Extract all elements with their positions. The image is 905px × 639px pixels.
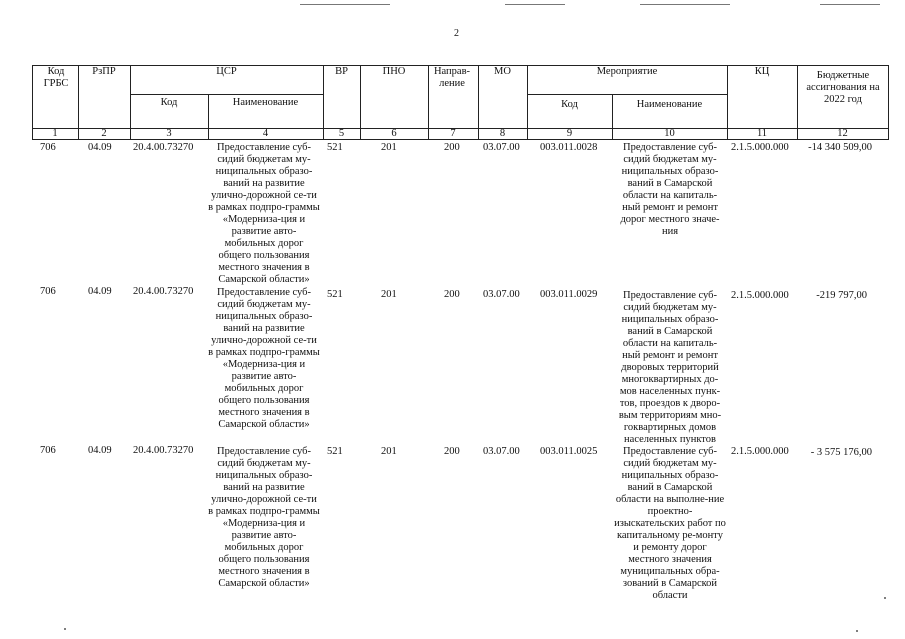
cell-rzpr: 04.09 [88, 445, 112, 456]
cell-grbs: 706 [40, 142, 56, 153]
cell-grbs: 706 [40, 445, 56, 456]
header-budget: Бюджетные ассигнования на 2022 год [806, 70, 880, 105]
cell-napr: 200 [444, 446, 460, 457]
header-kod-grbs: Код ГРБС [43, 66, 69, 89]
cell-mer-name: Предоставление суб-сидий бюджетам му-ниципальных образо-ваний в Самарской области на капиталь-ный ремонт и ремонт дворовых территорий многоквартирных до-мов населенных пунк-тов, проездов к дворо-вым территориям мно-гоквартирных домов населенных пунктов [618, 290, 722, 445]
header-napravlenie: Направ-ление [433, 66, 471, 89]
cell-csr-kod: 20.4.00.73270 [133, 445, 194, 456]
header-subline [527, 94, 727, 95]
cell-rzpr: 04.09 [88, 142, 112, 153]
header-csr: ЦСР [216, 66, 237, 77]
cell-amount: - 3 575 176,00 [810, 447, 872, 458]
top-rule [505, 4, 565, 5]
column-number: 2 [101, 128, 107, 139]
header-mer-name: Наименование [636, 99, 703, 110]
cell-mer-name: Предоставление суб-сидий бюджетам му-ниципальных образо-ваний в Самарской области на капиталь-ный ремонт и ремонт дорог местного значе-ния [620, 142, 720, 237]
cell-mo: 03.07.00 [483, 289, 520, 300]
header-subline [130, 94, 323, 95]
column-number: 4 [262, 128, 269, 139]
scan-speck [884, 597, 886, 599]
cell-pno: 201 [381, 446, 397, 457]
cell-csr-kod: 20.4.00.73270 [133, 142, 194, 153]
cell-csr-name: Предоставление суб-сидий бюджетам му-ниципальных образо-ваний на развитие улично-дорожной се-ти в рамках подпро-граммы «Модерниза-ция и развитие авто-мобильных дорог общего пользования местного значения в Самарской области» [208, 142, 320, 285]
cell-mer-kod: 003.011.0028 [540, 142, 598, 153]
column-number: 11 [756, 128, 768, 139]
header-pno: ПНО [382, 66, 406, 77]
cell-pno: 201 [381, 142, 397, 153]
header-meropriyatie: Мероприятие [596, 66, 658, 77]
cell-vr: 521 [327, 289, 343, 300]
column-number: 10 [664, 128, 675, 139]
header-mo: МО [494, 66, 511, 77]
cell-mer-kod: 003.011.0029 [540, 289, 598, 300]
cell-mo: 03.07.00 [483, 446, 520, 457]
column-number: 8 [499, 128, 506, 139]
column-number: 5 [338, 128, 345, 139]
cell-mo: 03.07.00 [483, 142, 520, 153]
cell-vr: 521 [327, 142, 343, 153]
scan-speck [64, 628, 66, 630]
column-number: 9 [566, 128, 573, 139]
cell-mer-name: Предоставление суб-сидий бюджетам му-ниципальных образо-ваний в Самарской области на выполне-ние проектно-изыскательских работ по капитальному ре-монту и ремонту дорог местного значения муниципальных обра-зований в Самарской области [614, 446, 726, 601]
header-rzpr: РзПР [92, 66, 116, 77]
header-vr: ВР [335, 66, 348, 77]
cell-csr-name: Предоставление суб-сидий бюджетам му-ниципальных образо-ваний на развитие улично-дорожной се-ти в рамках подпро-граммы «Модерниза-ция и развитие авто-мобильных дорог общего пользования местного значения в Самарской области» [208, 287, 320, 430]
cell-kc: 2.1.5.000.000 [731, 142, 789, 153]
col-border [888, 65, 889, 140]
cell-mer-kod: 003.011.0025 [540, 446, 598, 457]
cell-kc: 2.1.5.000.000 [731, 290, 789, 301]
cell-amount: -14 340 509,00 [808, 142, 872, 153]
column-number: 1 [52, 128, 58, 139]
cell-grbs: 706 [40, 286, 56, 297]
cell-csr-kod: 20.4.00.73270 [133, 286, 194, 297]
cell-napr: 200 [444, 142, 460, 153]
column-number: 12 [837, 128, 848, 139]
cell-amount: -219 797,00 [816, 290, 867, 301]
header-mer-kod: Код [561, 99, 578, 110]
cell-pno: 201 [381, 289, 397, 300]
header-csr-kod: Код [160, 97, 178, 108]
cell-rzpr: 04.09 [88, 286, 112, 297]
top-rule [300, 4, 390, 5]
cell-napr: 200 [444, 289, 460, 300]
cell-vr: 521 [327, 446, 343, 457]
scan-speck [856, 630, 858, 632]
column-number: 3 [166, 128, 172, 139]
cell-csr-name: Предоставление суб-сидий бюджетам му-ниципальных образо-ваний на развитие улично-дорожной се-ти в рамках подпро-граммы «Модерниза-ция и развитие авто-мобильных дорог общего пользования местного значения в Самарской области» [208, 446, 320, 589]
header-csr-name: Наименование [232, 97, 299, 108]
top-rule [640, 4, 730, 5]
top-rule [820, 4, 880, 5]
page-number: 2 [454, 28, 459, 39]
cell-kc: 2.1.5.000.000 [731, 446, 789, 457]
header-kc: КЦ [754, 66, 770, 77]
column-number: 6 [391, 128, 397, 139]
column-number: 7 [450, 128, 456, 139]
